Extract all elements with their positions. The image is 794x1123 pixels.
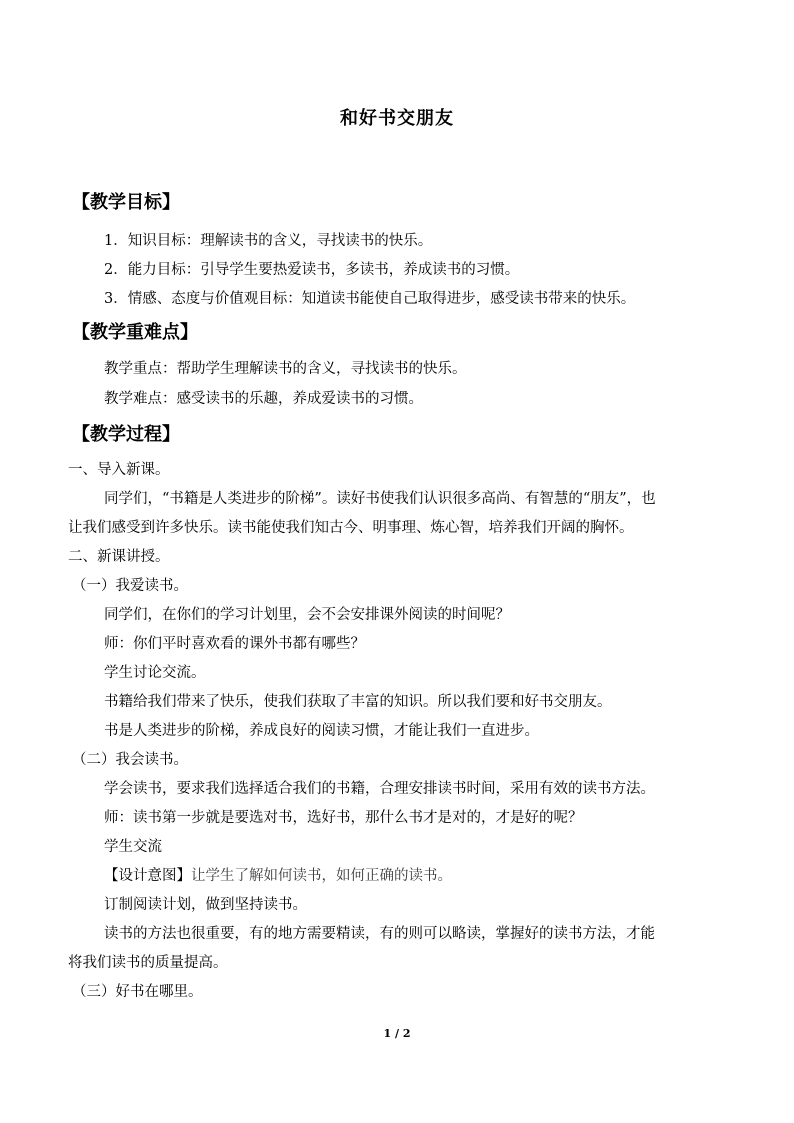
paragraph-line: 学生讨论交流。 bbox=[104, 665, 206, 681]
paragraph-line: 师：你们平时喜欢看的课外书都有哪些？ bbox=[104, 636, 365, 652]
goal-item: 2．能力目标：引导学生要热爱读书，多读书，养成读书的习惯。 bbox=[104, 262, 520, 278]
paragraph-line: 读书的方法也很重要，有的地方需要精读，有的则可以略读，掌握好的读书方法，才能 bbox=[104, 926, 655, 942]
key-point-item: 教学难点：感受读书的乐趣，养成爱读书的习惯。 bbox=[104, 391, 423, 407]
document-title: 和好书交朋友 bbox=[340, 108, 454, 129]
process-part-title: 一、导入新课。 bbox=[68, 462, 170, 478]
goal-item: 1．知识目标：理解读书的含义，寻找读书的快乐。 bbox=[104, 233, 433, 249]
section-heading-process: 【教学过程】 bbox=[72, 424, 180, 445]
paragraph-line: 学生交流 bbox=[104, 839, 162, 855]
page-number: 1 / 2 bbox=[383, 1027, 411, 1040]
design-intent-tag: 【设计意图】 bbox=[104, 868, 191, 884]
paragraph-line: 同学们，在你们的学习计划里，会不会安排课外阅读的时间呢？ bbox=[104, 607, 510, 623]
section-heading-goals: 【教学目标】 bbox=[72, 192, 180, 213]
paragraph-line: 订制阅读计划，做到坚持读书。 bbox=[104, 897, 307, 913]
subsection-title: （一）我爱读书。 bbox=[72, 578, 188, 594]
subsection-title: （二）我会读书。 bbox=[72, 752, 188, 768]
design-intent-text: 让学生了解如何读书，如何正确的读书。 bbox=[191, 868, 452, 884]
paragraph-line: 将我们读书的质量提高。 bbox=[68, 955, 228, 971]
design-intent bbox=[104, 866, 452, 886]
paragraph-line: 学会读书，要求我们选择适合我们的书籍，合理安排读书时间，采用有效的读书方法。 bbox=[104, 781, 655, 797]
paragraph-line: 同学们，“书籍是人类进步的阶梯”。读好书使我们认识很多高尚、有智慧的“朋友”，也 bbox=[104, 491, 656, 507]
paragraph-line: 让我们感受到许多快乐。读书能使我们知古今、明事理、炼心智，培养我们开阔的胸怀。 bbox=[68, 520, 634, 536]
section-heading-key-points: 【教学重难点】 bbox=[72, 322, 198, 343]
paragraph-line: 书是人类进步的阶梯，养成良好的阅读习惯，才能让我们一直进步。 bbox=[104, 723, 539, 739]
subsection-title: （三）好书在哪里。 bbox=[72, 984, 203, 1000]
process-part-title: 二、新课讲授。 bbox=[68, 549, 170, 565]
goal-item: 3．情感、态度与价值观目标：知道读书能使自己取得进步，感受读书带来的快乐。 bbox=[104, 291, 636, 307]
paragraph-line: 书籍给我们带来了快乐，使我们获取了丰富的知识。所以我们要和好书交朋友。 bbox=[104, 694, 612, 710]
key-point-item: 教学重点：帮助学生理解读书的含义，寻找读书的快乐。 bbox=[104, 361, 467, 377]
paragraph-line: 师：读书第一步就是要选对书，选好书，那什么书才是对的，才是好的呢？ bbox=[104, 810, 583, 826]
